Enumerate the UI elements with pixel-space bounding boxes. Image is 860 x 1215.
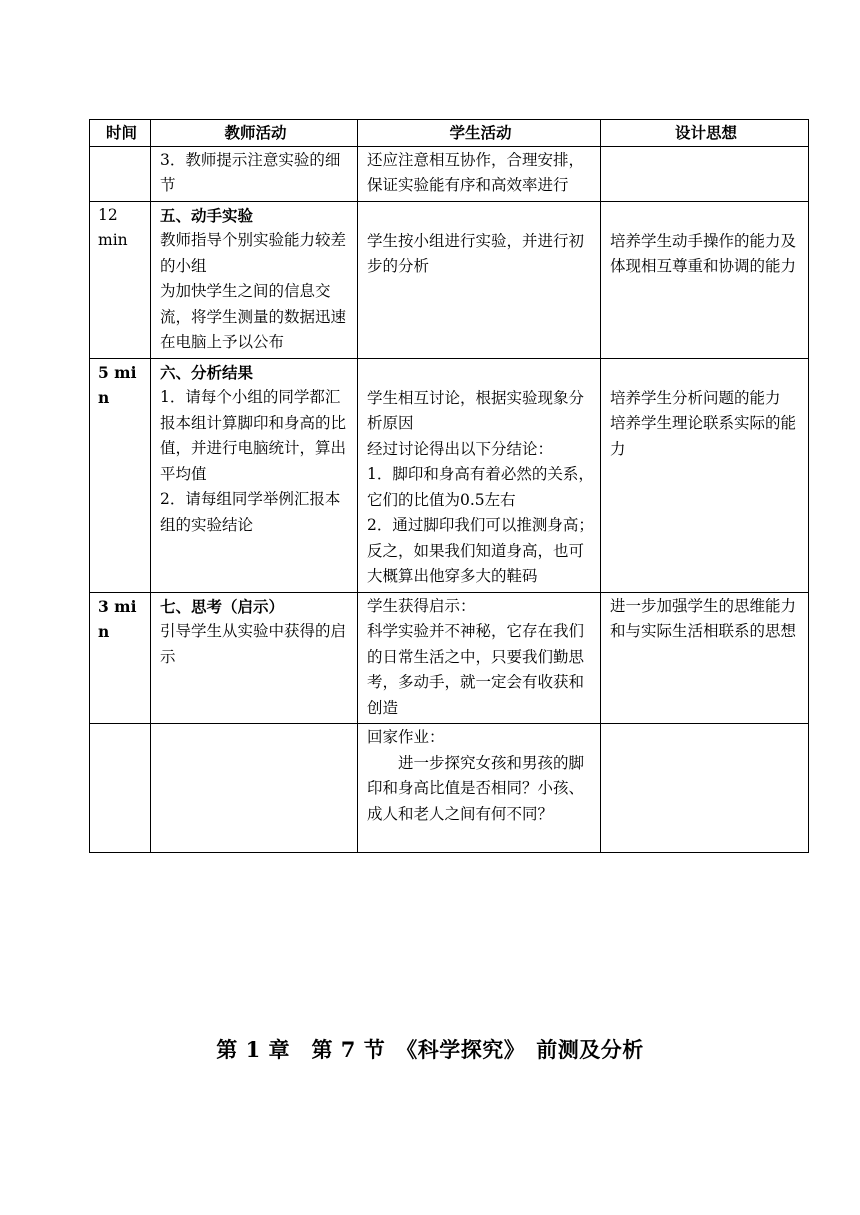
time-cell: 5 min (90, 358, 151, 592)
teacher-text: 3．教师提示注意实验的细节 (160, 150, 341, 194)
student-cell (358, 724, 601, 853)
section-title: 七、思考（启示） (160, 596, 285, 616)
header-teacher-activity: 教师活动 (151, 120, 358, 147)
table-row (90, 592, 809, 724)
table-row (90, 146, 809, 201)
design-cell (601, 201, 809, 358)
table-row (90, 724, 809, 853)
time-value: 12 min (98, 205, 128, 249)
teacher-cell (151, 724, 358, 853)
design-text: 培养学生理论联系实际的能力 (610, 414, 797, 458)
student-text: 2．通过脚印我们可以推测身高；反之，如果我们知道身高，也可大概算出他穿多大的鞋码 (367, 516, 594, 585)
table-row (90, 201, 809, 358)
student-text: 学生相互讨论，根据实验现象分析原因 (367, 388, 585, 432)
time-cell: 3 min (90, 592, 151, 724)
section-title: 六、分析结果 (160, 362, 254, 382)
header-time: 时间 (90, 120, 151, 147)
teacher-cell (151, 592, 358, 724)
teacher-cell (151, 146, 358, 201)
homework-title: 回家作业： (367, 728, 445, 746)
chapter-title: 第 1 章 第 7 节 《科学探究》 前测及分析 (216, 1037, 644, 1062)
design-cell (601, 146, 809, 201)
student-cell (358, 358, 601, 592)
design-text: 进一步加强学生的思维能力和与实际生活相联系的思想 (610, 596, 797, 640)
time-cell (90, 146, 151, 201)
header-student-activity: 学生活动 (358, 120, 601, 147)
time-cell (90, 724, 151, 853)
student-text: 学生获得启示： (367, 596, 476, 615)
section-title: 五、动手实验 (160, 205, 254, 225)
time-cell (90, 201, 151, 358)
design-text: 培养学生动手操作的能力及体现相互尊重和协调的能力 (610, 231, 797, 275)
design-text: 培养学生分析问题的能力 (610, 388, 781, 407)
student-text: 学生按小组进行实验，并进行初步的分析 (367, 231, 585, 275)
student-text: 还应注意相互协作，合理安排，保证实验能有序和高效率进行 (367, 150, 585, 194)
design-cell (601, 358, 809, 592)
header-design-idea: 设计思想 (601, 120, 809, 147)
student-cell (358, 592, 601, 724)
teacher-text: 2．请每组同学举例汇报本组的实验结论 (160, 490, 341, 534)
teacher-text: 教师指导个别实验能力较差的小组 (160, 231, 347, 275)
homework-text: 进一步探究女孩和男孩的脚印和身高比值是否相同？小孩、成人和老人之间有何不同？ (367, 753, 585, 823)
design-cell (601, 724, 809, 853)
teacher-text: 为加快学生之间的信息交流，将学生测量的数据迅速在电脑上予以公布 (160, 282, 347, 351)
student-text: 1．脚印和身高有着必然的关系，它们的比值为0.5左右 (367, 465, 594, 509)
teacher-cell (151, 201, 358, 358)
table-row (90, 358, 809, 592)
table-header-row (90, 120, 809, 147)
lesson-plan-table (89, 119, 809, 853)
design-cell (601, 592, 809, 724)
student-text: 经过讨论得出以下分结论： (367, 439, 554, 458)
student-cell (358, 146, 601, 201)
student-text: 科学实验并不神秘，它存在我们的日常生活之中，只要我们勤思考，多动手，就一定会有收获和创造 (367, 622, 585, 717)
student-cell (358, 201, 601, 358)
teacher-text: 引导学生从实验中获得的启示 (160, 622, 347, 666)
teacher-text: 1．请每个小组的同学都汇报本组计算脚印和身高的比值，并进行电脑统计，算出平均值 (160, 388, 347, 483)
teacher-cell (151, 358, 358, 592)
